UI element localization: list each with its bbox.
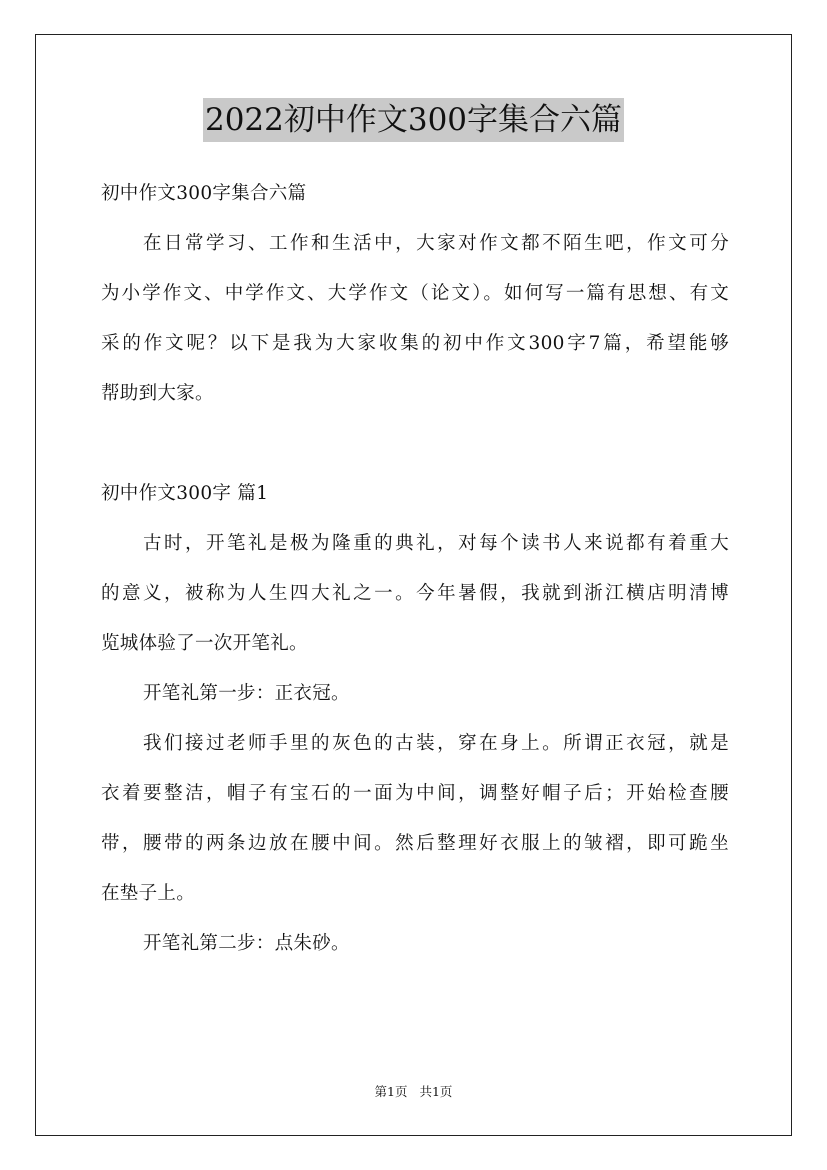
intro-line: 帮助到大家。 xyxy=(101,383,214,404)
document-title: 2022初中作文300字集合六篇 xyxy=(203,98,624,142)
paragraph-line: 我们接过老师手里的灰色的古装，穿在身上。所谓正衣冠，就是 xyxy=(143,733,729,754)
section-heading: 初中作文300字 篇1 xyxy=(101,483,269,504)
page-number: 第1页 xyxy=(374,1084,408,1099)
title-container xyxy=(0,98,827,142)
intro-line: 在日常学习、工作和生活中，大家对作文都不陌生吧，作文可分 xyxy=(143,233,729,254)
paragraph-line: 在垫子上。 xyxy=(101,883,196,904)
document-body xyxy=(101,172,729,966)
paragraph-line: 览城体验了一次开笔礼。 xyxy=(101,633,308,654)
intro-line: 为小学作文、中学作文、大学作文（论文）。如何写一篇有思想、有文 xyxy=(101,283,729,304)
paragraph-line: 衣着要整洁，帽子有宝石的一面为中间，调整好帽子后；开始检查腰 xyxy=(101,783,729,804)
step-heading: 开笔礼第二步：点朱砂。 xyxy=(143,933,350,954)
paragraph-line: 的意义，被称为人生四大礼之一。今年暑假，我就到浙江横店明清博 xyxy=(101,583,729,604)
page-footer xyxy=(0,1082,827,1102)
intro-line: 采的作文呢？以下是我为大家收集的初中作文300字7篇，希望能够 xyxy=(101,333,729,354)
page-total: 共1页 xyxy=(419,1084,453,1099)
step-heading: 开笔礼第一步：正衣冠。 xyxy=(143,683,350,704)
document-subtitle: 初中作文300字集合六篇 xyxy=(101,183,307,204)
paragraph-line: 带，腰带的两条边放在腰中间。然后整理好衣服上的皱褶，即可跪坐 xyxy=(101,833,729,854)
paragraph-line: 古时，开笔礼是极为隆重的典礼，对每个读书人来说都有着重大 xyxy=(143,533,729,554)
